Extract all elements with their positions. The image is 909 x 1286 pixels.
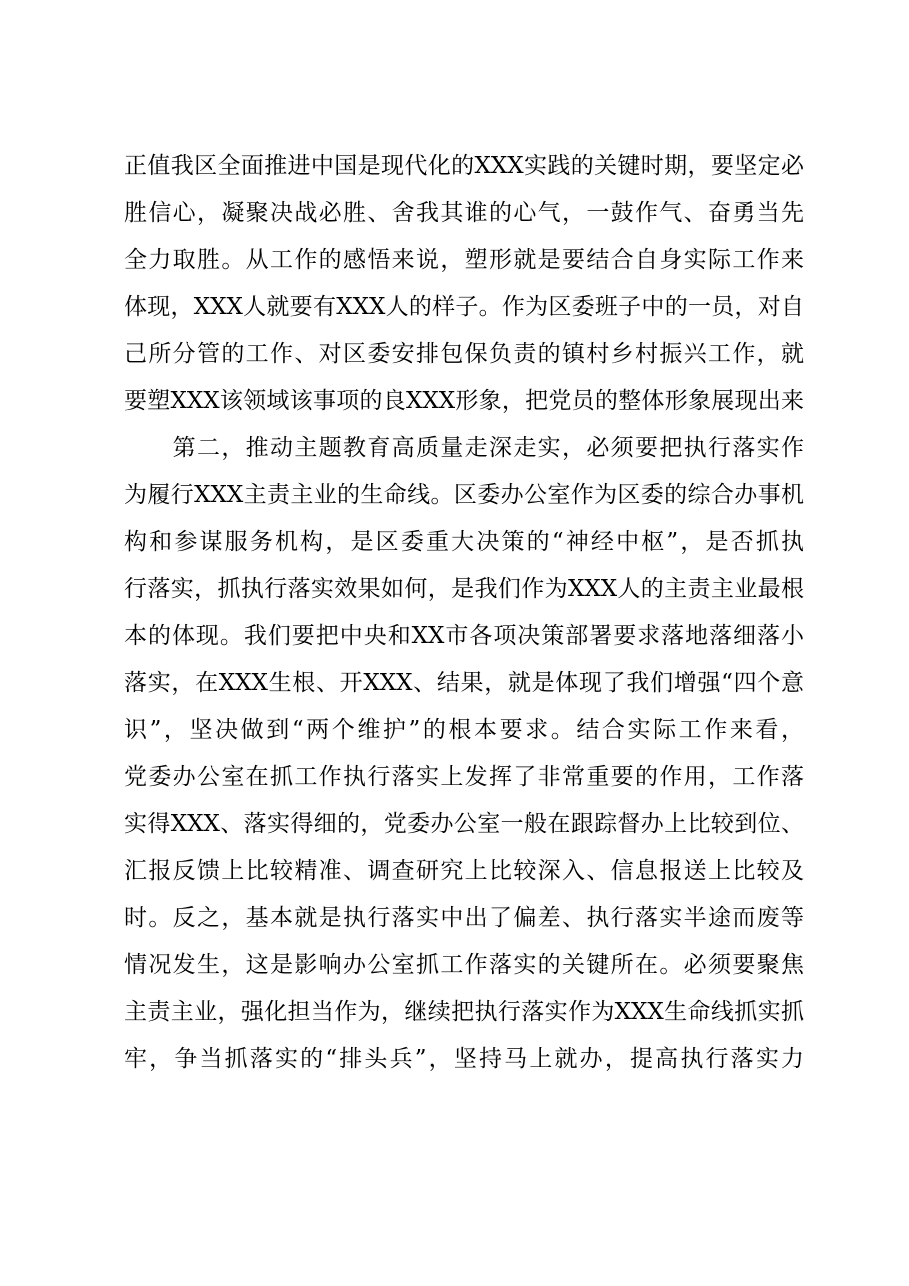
- text-line: 要塑XXX该领域该事项的良XXX形象，把党员的整体形象展现出来: [124, 388, 804, 414]
- text-line: 第二，推动主题教育高质量走深走实，必须要把执行落实作: [124, 435, 804, 461]
- text-line: 汇报反馈上比较精准、调查研究上比较深入、信息报送上比较及: [124, 858, 804, 884]
- text-line: 为履行XXX主责主业的生命线。区委办公室作为区委的综合办事机: [124, 482, 804, 508]
- text-line: 己所分管的工作、对区委安排包保负责的镇村乡村振兴工作，就: [124, 341, 804, 367]
- text-line: 党委办公室在抓工作执行落实上发挥了非常重要的作用，工作落: [124, 764, 804, 790]
- text-line: 本的体现。我们要把中央和XX市各项决策部署要求落地落细落小: [124, 623, 804, 649]
- text-line: 落实，在XXX生根、开XXX、结果，就是体现了我们增强“四个意: [124, 670, 804, 696]
- text-line: 构和参谋服务机构，是区委重大决策的“神经中枢”，是否抓执: [124, 529, 804, 555]
- text-line: 时。反之，基本就是执行落实中出了偏差、执行落实半途而废等: [124, 905, 804, 931]
- text-line: 实得XXX、落实得细的，党委办公室一般在跟踪督办上比较到位、: [124, 811, 804, 837]
- text-line: 主责主业，强化担当作为，继续把执行落实作为XXX生命线抓实抓: [124, 999, 804, 1025]
- text-line: 情况发生，这是影响办公室抓工作落实的关键所在。必须要聚焦: [124, 952, 804, 978]
- text-line: 体现，XXX人就要有XXX人的样子。作为区委班子中的一员，对自: [124, 294, 804, 320]
- text-line: 全力取胜。从工作的感悟来说，塑形就是要结合自身实际工作来: [124, 247, 804, 273]
- text-line: 正值我区全面推进中国是现代化的XXX实践的关键时期，要坚定必: [124, 153, 804, 179]
- text-line: 胜信心，凝聚决战必胜、舍我其谁的心气，一鼓作气、奋勇当先: [124, 200, 804, 226]
- text-line: 行落实，抓执行落实效果如何，是我们作为XXX人的主责主业最根: [124, 576, 804, 602]
- body-text: [124, 143, 804, 1083]
- text-line: 识”，坚决做到“两个维护”的根本要求。结合实际工作来看，: [124, 717, 804, 743]
- text-line: 牢，争当抓落实的“排头兵”，坚持马上就办，提高执行落实力: [124, 1046, 804, 1072]
